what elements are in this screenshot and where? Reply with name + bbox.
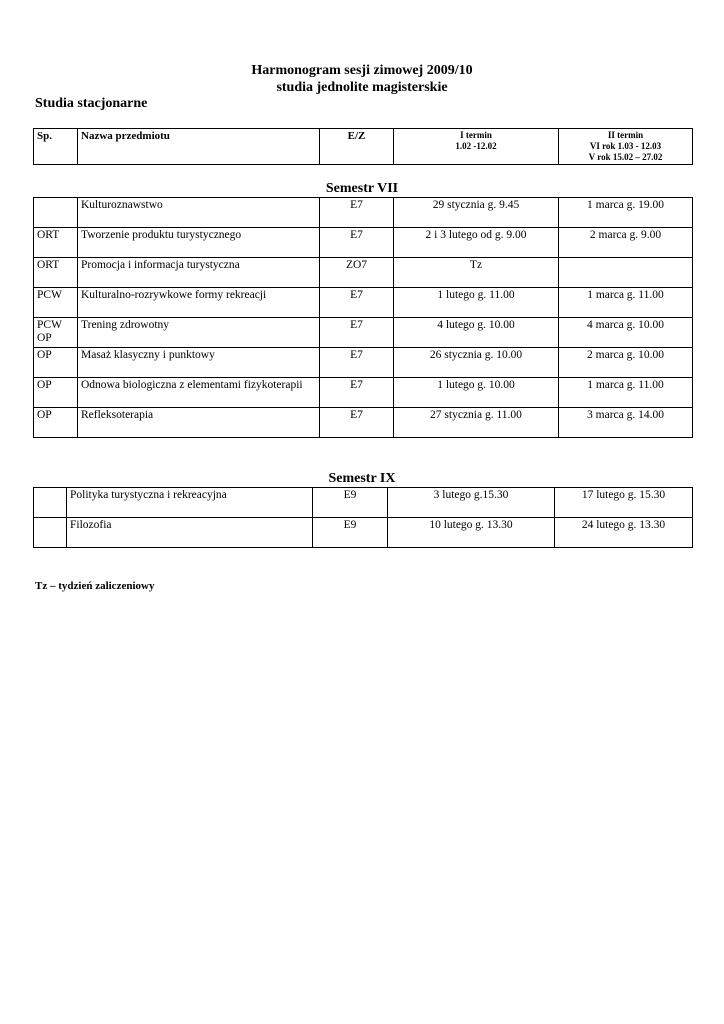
cell-name: Trening zdrowotny <box>78 318 320 348</box>
cell-sp-line1: PCW <box>37 319 62 331</box>
cell-termin2: 4 marca g. 10.00 <box>559 318 693 348</box>
cell-sp: OP <box>34 348 78 378</box>
cell-termin2: 1 marca g. 11.00 <box>559 378 693 408</box>
header-sp: Sp. <box>34 129 78 165</box>
semester-7-table <box>33 197 693 438</box>
cell-ez: E7 <box>320 408 394 438</box>
document-subtitle-line: studia jednolite magisterskie <box>276 80 448 95</box>
cell-termin2: 2 marca g. 9.00 <box>559 228 693 258</box>
cell-ez: E9 <box>313 518 388 548</box>
cell-ez: E7 <box>320 318 394 348</box>
cell-sp: OP <box>34 378 78 408</box>
cell-sp-line2: OP <box>37 332 52 344</box>
cell-termin1: 1 lutego g. 10.00 <box>394 378 559 408</box>
header-nazwa: Nazwa przedmiotu <box>78 129 320 165</box>
cell-sp: ORT <box>34 228 78 258</box>
cell-termin2: 1 marca g. 19.00 <box>559 198 693 228</box>
semester-7-heading: Semestr VII <box>325 181 399 196</box>
cell-sp: PCW <box>34 288 78 318</box>
cell-name: Polityka turystyczna i rekreacyjna <box>67 488 313 518</box>
header-termin2 <box>559 129 693 165</box>
table-row <box>34 348 693 378</box>
cell-name: Refleksoterapia <box>78 408 320 438</box>
table-row <box>34 518 693 548</box>
cell-ez: E7 <box>320 348 394 378</box>
header-termin1 <box>394 129 559 165</box>
termin1-dates: 1.02 -12.02 <box>455 141 497 151</box>
cell-termin1: 29 stycznia g. 9.45 <box>394 198 559 228</box>
table-row <box>34 408 693 438</box>
cell-sp <box>34 518 67 548</box>
cell-ez: ZO7 <box>320 258 394 288</box>
header-row <box>34 129 693 165</box>
cell-ez: E9 <box>313 488 388 518</box>
document-title: Harmonogram sesji zimowej 2009/10 <box>251 63 473 78</box>
cell-name: Promocja i informacja turystyczna <box>78 258 320 288</box>
cell-name: Kulturalno-rozrywkowe formy rekreacji <box>78 288 320 318</box>
table-row <box>34 318 693 348</box>
termin1-label: I termin <box>460 130 492 140</box>
header-ez: E/Z <box>320 129 394 165</box>
termin2-line2: VI rok 1.03 - 12.03 <box>589 141 662 151</box>
table-row <box>34 378 693 408</box>
cell-ez: E7 <box>320 378 394 408</box>
cell-ez: E7 <box>320 228 394 258</box>
cell-termin2: 17 lutego g. 15.30 <box>555 488 693 518</box>
cell-ez: E7 <box>320 198 394 228</box>
table-row <box>34 198 693 228</box>
cell-termin1: Tz <box>394 258 559 288</box>
table-row <box>34 258 693 288</box>
cell-ez: E7 <box>320 288 394 318</box>
study-mode-heading: Studia stacjonarne <box>35 96 148 111</box>
cell-sp: OP <box>34 408 78 438</box>
cell-termin1: 1 lutego g. 11.00 <box>394 288 559 318</box>
cell-name: Masaż klasyczny i punktowy <box>78 348 320 378</box>
cell-termin1: 26 stycznia g. 10.00 <box>394 348 559 378</box>
cell-termin1: 3 lutego g.15.30 <box>388 488 555 518</box>
cell-sp: ORT <box>34 258 78 288</box>
cell-name: Kulturoznawstwo <box>78 198 320 228</box>
cell-name: Odnowa biologiczna z elementami fizykoterapii <box>78 378 320 408</box>
table-row <box>34 488 693 518</box>
cell-sp <box>34 318 78 348</box>
termin2-line3: V rok 15.02 – 27.02 <box>588 152 663 162</box>
cell-name: Filozofia <box>67 518 313 548</box>
cell-sp <box>34 488 67 518</box>
table-row <box>34 228 693 258</box>
cell-termin2: 1 marca g. 11.00 <box>559 288 693 318</box>
cell-termin2: 24 lutego g. 13.30 <box>555 518 693 548</box>
header-table <box>33 128 693 165</box>
semester-9-table <box>33 487 693 548</box>
semester-9-heading: Semestr IX <box>328 471 396 486</box>
cell-name: Tworzenie produktu turystycznego <box>78 228 320 258</box>
cell-termin2: 2 marca g. 10.00 <box>559 348 693 378</box>
cell-termin1: 10 lutego g. 13.30 <box>388 518 555 548</box>
cell-termin1: 2 i 3 lutego od g. 9.00 <box>394 228 559 258</box>
termin2-label: II termin <box>607 130 644 140</box>
cell-termin2: 3 marca g. 14.00 <box>559 408 693 438</box>
footnote: Tz – tydzień zaliczeniowy <box>35 580 155 592</box>
table-row <box>34 288 693 318</box>
cell-sp <box>34 198 78 228</box>
cell-termin1: 4 lutego g. 10.00 <box>394 318 559 348</box>
cell-termin2 <box>559 258 693 288</box>
cell-termin1: 27 stycznia g. 11.00 <box>394 408 559 438</box>
